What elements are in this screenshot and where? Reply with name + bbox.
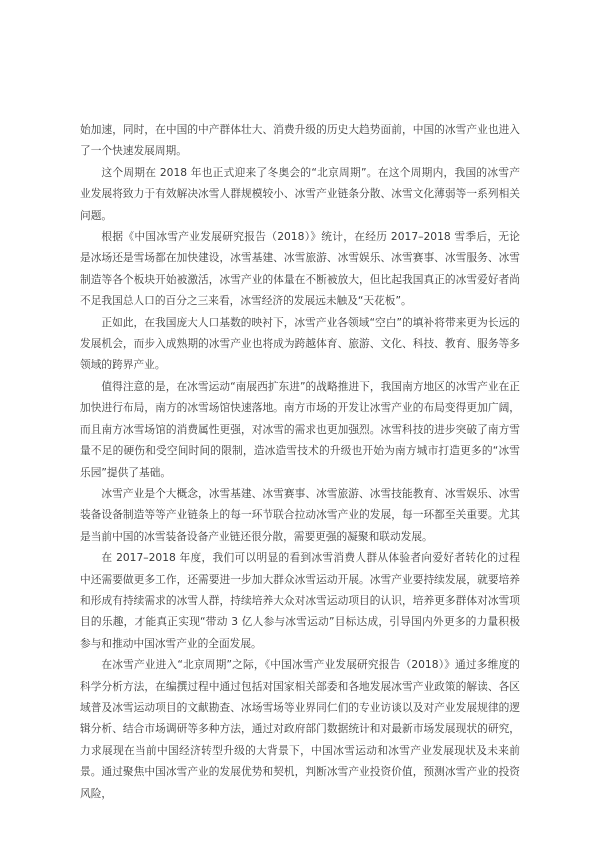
text-block xyxy=(80,119,520,804)
paragraph: 根据《中国冰雪产业发展研究报告（2018）》统计，在经历 2017–2018 雪季后，无论是冰场还是雪场都在加快建设，冰雪基建、冰雪旅游、冰雪娱乐、冰雪赛事、冰雪服务、冰雪制造等各个板块开始被激活，冰雪产业的体量在不断被放大，但比起我国真正的冰雪爱好者尚不足我国总人口的百分之三来看，冰雪经济的发展远未触及“天花板”。 xyxy=(80,230,520,308)
paragraph: 正如此，在我国庞大人口基数的映衬下，冰雪产业各领域“空白”的填补将带来更为长远的发展机会，而步入成熟期的冰雪产业也将成为跨越体育、旅游、文化、科技、教育、服务等多领域的跨界产业。 xyxy=(80,315,520,372)
paragraph: 这个周期在 2018 年也正式迎来了冬奥会的“北京周期”。在这个周期内，我国的冰雪产业发展将致力于有效解决冰雪人群规模较小、冰雪产业链条分散、冰雪文化薄弱等一系列相关问题。 xyxy=(80,165,520,222)
paragraph: 在冰雪产业进入“北京周期”之际，《中国冰雪产业发展研究报告（2018）》通过多维度的科学分析方法，在编撰过程中通过包括对国家相关部委和各地发展冰雪产业政策的解读、各区域普及冰雪运动项目的文献勘查、冰场雪场等业界同仁们的专业访谈以及对产业发展规律的逻辑分析、结合市场调研等多种方法，通过对政府部门数据统计和对最新市场发展现状的研究，力求展现在当前中国经济转型升级的大背景下，中国冰雪运动和冰雪产业发展现状及未来前景。通过聚焦中国冰雪产业的发展优势和契机，判断冰雪产业投资价值，预测冰雪产业的投资风险， xyxy=(80,658,520,800)
paragraph: 值得注意的是，在冰雪运动“南展西扩东进”的战略推进下，我国南方地区的冰雪产业在正加快进行布局，南方的冰雪场馆快速落地。南方市场的开发让冰雪产业的布局变得更加广阔，而且南方冰雪场馆的消费属性更强，对冰雪的需求也更加强烈。冰雪科技的进步突破了南方雪量不足的硬伤和受空间时间的限制，造冰造雪技术的升级也开始为南方城市打造更多的“冰雪乐园”提供了基础。 xyxy=(80,379,520,479)
paragraph: 始加速，同时，在中国的中产群体壮大、消费升级的历史大趋势面前，中国的冰雪产业也进入了一个快速发展周期。 xyxy=(80,123,520,158)
paragraph: 在 2017–2018 年度，我们可以明显的看到冰雪消费人群从体验者向爱好者转化的过程中还需要做更多工作，还需要进一步加大群众冰雪运动开展。冰雪产业要持续发展，就要培养和形成有持续需求的冰雪人群，持续培养大众对冰雪运动项目的认识，培养更多群体对冰雪项目的乐趣，才能真正实现“带动 3 亿人参与冰雪运动”目标达成，引导国内外更多的力量积极参与和推动中国冰雪产业的全面发展。 xyxy=(80,551,520,650)
paragraph: 冰雪产业是个大概念，冰雪基建、冰雪赛事、冰雪旅游、冰雪技能教育、冰雪娱乐、冰雪装备设备制造等等产业链条上的每一环节联合拉动冰雪产业的发展，每一环都至关重要。尤其是当前中国的冰雪装备设备产业链还很分散，需要更强的凝聚和联动发展。 xyxy=(80,486,520,543)
